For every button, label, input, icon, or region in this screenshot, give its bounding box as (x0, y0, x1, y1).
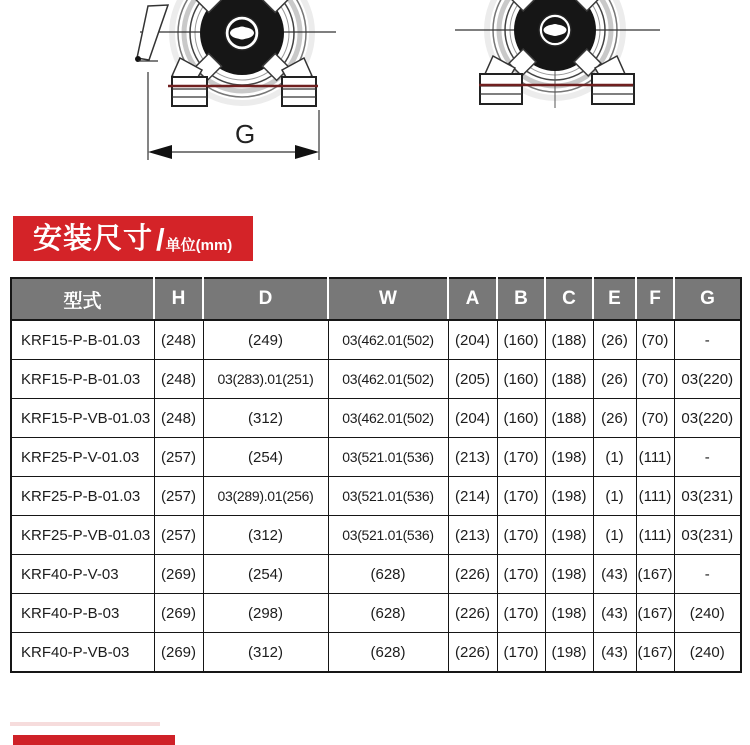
cell-e: (1) (593, 477, 636, 516)
cell-c: (198) (545, 555, 593, 594)
cell-h: (257) (154, 516, 203, 555)
cell-h: (269) (154, 633, 203, 673)
col-header-b: B (497, 278, 545, 320)
cell-e: (26) (593, 320, 636, 360)
cell-model: KRF25-P-B-01.03 (11, 477, 154, 516)
col-header-a: A (448, 278, 497, 320)
cell-b: (170) (497, 438, 545, 477)
table-row (11, 477, 741, 516)
cell-e: (26) (593, 360, 636, 399)
table-row (11, 594, 741, 633)
cell-model: KRF15-P-B-01.03 (11, 320, 154, 360)
table-row (11, 516, 741, 555)
cell-c: (198) (545, 594, 593, 633)
cell-d: (312) (203, 399, 328, 438)
table-header-row (11, 278, 741, 320)
cell-c: (188) (545, 320, 593, 360)
cell-c: (198) (545, 516, 593, 555)
cell-b: (160) (497, 360, 545, 399)
table-row (11, 399, 741, 438)
dimension-g-label: G (235, 119, 256, 149)
cell-b: (170) (497, 633, 545, 673)
cell-d: (298) (203, 594, 328, 633)
cell-f: (167) (636, 555, 674, 594)
cell-w: (628) (328, 594, 448, 633)
cell-g: 03(231) (674, 516, 741, 555)
cell-h: (257) (154, 438, 203, 477)
cell-d: 03(289).01(256) (203, 477, 328, 516)
next-section-banner-cropped (13, 735, 175, 745)
footer-faint-divider (10, 722, 160, 726)
cell-w: 03(462.01(502) (328, 320, 448, 360)
cell-h: (248) (154, 360, 203, 399)
cell-h: (248) (154, 320, 203, 360)
cell-e: (43) (593, 555, 636, 594)
cell-g: (240) (674, 633, 741, 673)
dimension-arrow-left (148, 145, 172, 159)
cell-b: (170) (497, 477, 545, 516)
col-header-g: G (674, 278, 741, 320)
cell-a: (226) (448, 555, 497, 594)
cell-a: (226) (448, 594, 497, 633)
cell-model: KRF25-P-V-01.03 (11, 438, 154, 477)
section-title: 安装尺寸 (33, 223, 154, 255)
cell-g: - (674, 555, 741, 594)
cell-e: (1) (593, 438, 636, 477)
cell-a: (204) (448, 320, 497, 360)
cell-a: (213) (448, 438, 497, 477)
cell-model: KRF40-P-V-03 (11, 555, 154, 594)
cell-a: (205) (448, 360, 497, 399)
cell-e: (43) (593, 594, 636, 633)
dimension-arrow-right (295, 145, 319, 159)
cell-h: (269) (154, 555, 203, 594)
cell-f: (111) (636, 438, 674, 477)
pump-drawing-right-svg (455, 0, 660, 112)
cell-a: (226) (448, 633, 497, 673)
cell-b: (170) (497, 555, 545, 594)
cell-f: (111) (636, 516, 674, 555)
cell-h: (269) (154, 594, 203, 633)
cell-c: (198) (545, 633, 593, 673)
table-row (11, 555, 741, 594)
pump-front-view-drawing-left (128, 0, 343, 168)
col-header-d: D (203, 278, 328, 320)
pump-front-view-drawing-right (455, 0, 660, 112)
cell-g: - (674, 438, 741, 477)
cell-a: (214) (448, 477, 497, 516)
table-row (11, 360, 741, 399)
cell-a: (213) (448, 516, 497, 555)
section-unit-label: 单位(mm) (165, 237, 233, 254)
cell-e: (1) (593, 516, 636, 555)
col-header-w: W (328, 278, 448, 320)
cell-model: KRF40-P-VB-03 (11, 633, 154, 673)
cell-c: (198) (545, 438, 593, 477)
cell-g: - (674, 320, 741, 360)
cell-g: 03(220) (674, 360, 741, 399)
cell-d: (312) (203, 516, 328, 555)
cell-c: (198) (545, 477, 593, 516)
col-header-model: 型式 (11, 278, 154, 320)
cell-b: (160) (497, 320, 545, 360)
cell-e: (43) (593, 633, 636, 673)
cell-model: KRF40-P-B-03 (11, 594, 154, 633)
cell-w: 03(521.01(536) (328, 438, 448, 477)
cell-c: (188) (545, 360, 593, 399)
cell-b: (170) (497, 516, 545, 555)
cell-w: (628) (328, 555, 448, 594)
cell-f: (70) (636, 320, 674, 360)
cell-w: 03(462.01(502) (328, 360, 448, 399)
cell-a: (204) (448, 399, 497, 438)
cell-g: 03(220) (674, 399, 741, 438)
cell-model: KRF25-P-VB-01.03 (11, 516, 154, 555)
cell-d: 03(283).01(251) (203, 360, 328, 399)
col-header-c: C (545, 278, 593, 320)
cell-g: 03(231) (674, 477, 741, 516)
cell-h: (257) (154, 477, 203, 516)
cell-g: (240) (674, 594, 741, 633)
cell-d: (254) (203, 438, 328, 477)
installation-dimensions-table (10, 277, 742, 673)
col-header-f: F (636, 278, 674, 320)
cell-f: (70) (636, 360, 674, 399)
cell-w: 03(521.01(536) (328, 516, 448, 555)
col-header-e: E (593, 278, 636, 320)
pump-drawing-left-svg (128, 0, 343, 168)
cell-f: (167) (636, 633, 674, 673)
cell-d: (254) (203, 555, 328, 594)
table-row (11, 438, 741, 477)
cell-c: (188) (545, 399, 593, 438)
cell-model: KRF15-P-B-01.03 (11, 360, 154, 399)
cell-b: (160) (497, 399, 545, 438)
cell-f: (111) (636, 477, 674, 516)
section-banner-installation-dimensions (13, 216, 253, 261)
cell-f: (167) (636, 594, 674, 633)
cell-h: (248) (154, 399, 203, 438)
cell-w: 03(462.01(502) (328, 399, 448, 438)
col-header-h: H (154, 278, 203, 320)
cell-d: (249) (203, 320, 328, 360)
cell-w: (628) (328, 633, 448, 673)
table-row (11, 633, 741, 673)
cell-w: 03(521.01(536) (328, 477, 448, 516)
table-row (11, 320, 741, 360)
cell-b: (170) (497, 594, 545, 633)
cell-d: (312) (203, 633, 328, 673)
section-title-separator: / (156, 222, 165, 257)
cell-f: (70) (636, 399, 674, 438)
cell-model: KRF15-P-VB-01.03 (11, 399, 154, 438)
cell-e: (26) (593, 399, 636, 438)
